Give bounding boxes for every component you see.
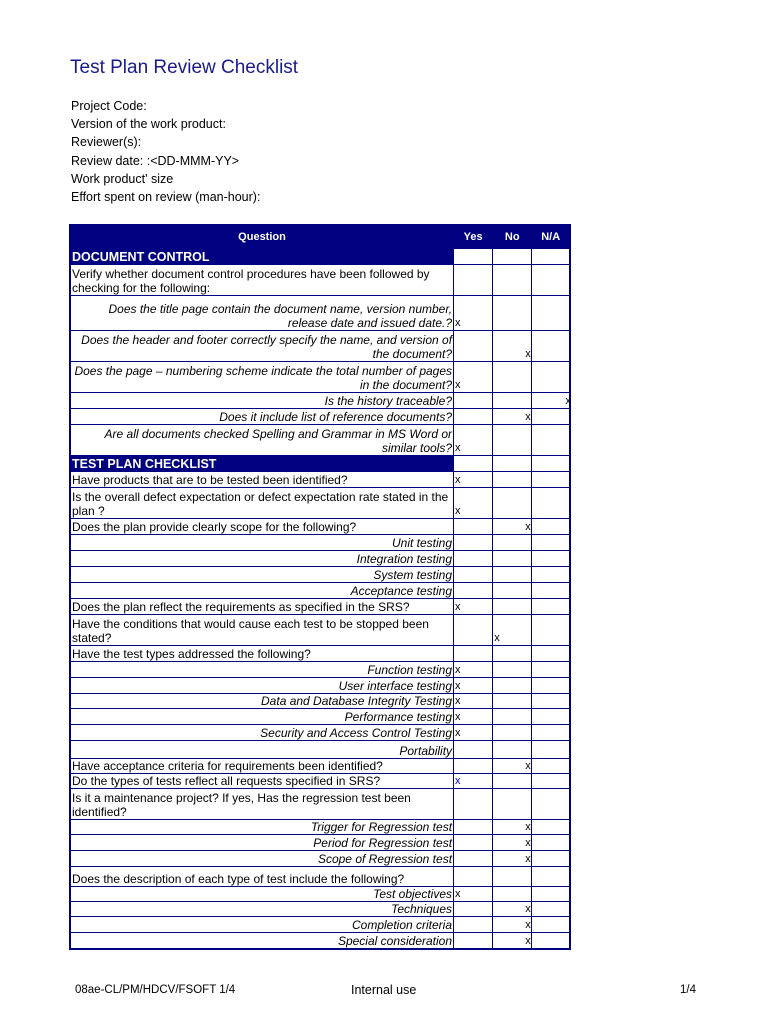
section-row [70, 456, 570, 472]
question-cell: Scope of Regression test [70, 851, 454, 867]
no-cell [493, 694, 532, 709]
table-row [70, 488, 570, 519]
question-cell: Techniques [70, 902, 454, 917]
question-cell: User interface testing [70, 678, 454, 694]
yes-cell: x [454, 662, 493, 678]
no-cell [493, 265, 532, 296]
no-cell: x [493, 331, 532, 362]
na-cell [532, 646, 570, 662]
table-row [70, 265, 570, 296]
table-row [70, 583, 570, 599]
yes-cell [454, 759, 493, 774]
question-cell: Data and Database Integrity Testing [70, 694, 454, 709]
question-cell: Have the test types addressed the following? [70, 646, 454, 662]
yes-cell: x [454, 887, 493, 902]
no-cell [493, 488, 532, 519]
question-cell: Portability [70, 741, 454, 759]
no-header: No [493, 225, 532, 249]
yes-cell [454, 933, 493, 949]
na-cell [532, 615, 570, 646]
table-row [70, 535, 570, 551]
table-row [70, 789, 570, 820]
no-cell [493, 725, 532, 741]
na-cell [532, 851, 570, 867]
table-row [70, 615, 570, 646]
na-cell: x [532, 393, 570, 409]
yes-cell [454, 917, 493, 933]
no-cell [493, 393, 532, 409]
table-row [70, 759, 570, 774]
na-cell [532, 678, 570, 694]
na-cell [532, 362, 570, 393]
na-cell [532, 331, 570, 362]
question-cell: Have products that are to be tested been identified? [70, 472, 454, 488]
table-row [70, 519, 570, 535]
na-cell [532, 835, 570, 851]
yes-cell: x [454, 362, 493, 393]
na-cell [532, 551, 570, 567]
yes-cell [454, 902, 493, 917]
section-title: TEST PLAN CHECKLIST [70, 456, 454, 472]
na-cell [532, 725, 570, 741]
section-title: DOCUMENT CONTROL [70, 249, 454, 265]
question-cell: Unit testing [70, 535, 454, 551]
reviewers-label: Reviewer(s): [71, 135, 142, 150]
no-cell: x [493, 917, 532, 933]
table-row [70, 917, 570, 933]
table-row [70, 567, 570, 583]
no-cell [493, 789, 532, 820]
yes-header: Yes [454, 225, 493, 249]
na-cell [532, 933, 570, 949]
project-code-label: Project Code: [71, 99, 147, 113]
no-cell [493, 887, 532, 902]
na-cell [532, 535, 570, 551]
table-row [70, 835, 570, 851]
no-cell [493, 646, 532, 662]
na-cell [532, 599, 570, 615]
yes-cell: x [454, 472, 493, 488]
na-cell [532, 409, 570, 425]
no-cell [493, 709, 532, 725]
no-cell: x [493, 409, 532, 425]
yes-cell [454, 331, 493, 362]
table-row [70, 887, 570, 902]
yes-cell: x [454, 725, 493, 741]
question-cell: Does the page – numbering scheme indicate the total number of pages in the document? [70, 362, 454, 393]
table-row [70, 694, 570, 709]
yes-cell [454, 615, 493, 646]
yes-cell [454, 567, 493, 583]
no-cell: x [493, 820, 532, 835]
table-row [70, 393, 570, 409]
yes-cell [454, 820, 493, 835]
question-cell: Special consideration [70, 933, 454, 949]
no-cell: x [493, 835, 532, 851]
yes-cell [454, 519, 493, 535]
yes-cell [454, 535, 493, 551]
yes-cell [454, 741, 493, 759]
question-cell: Test objectives [70, 887, 454, 902]
na-cell [532, 488, 570, 519]
yes-cell [454, 646, 493, 662]
table-row [70, 331, 570, 362]
table-row [70, 662, 570, 678]
yes-cell [454, 265, 493, 296]
no-cell: x [493, 759, 532, 774]
work-product-size-label: Work product' size [71, 171, 174, 186]
no-cell [493, 551, 532, 567]
na-cell [532, 472, 570, 488]
yes-cell [454, 409, 493, 425]
na-cell [532, 887, 570, 902]
na-cell [532, 519, 570, 535]
no-cell [493, 296, 532, 331]
question-cell: Trigger for Regression test [70, 820, 454, 835]
na-cell [532, 867, 570, 887]
no-cell [493, 678, 532, 694]
table-row [70, 296, 570, 331]
question-cell: Does the header and footer correctly specify the name, and version of the document? [70, 331, 454, 362]
question-header: Question [70, 225, 454, 249]
na-cell [532, 789, 570, 820]
no-cell: x [493, 933, 532, 949]
review-date-label: Review date: :<DD-MMM-YY> [71, 153, 240, 168]
table-row [70, 820, 570, 835]
table-row [70, 678, 570, 694]
checklist-table [69, 224, 571, 950]
question-cell: Completion criteria [70, 917, 454, 933]
yes-cell: x [454, 425, 493, 456]
effort-label: Effort spent on review (man-hour): [71, 190, 261, 205]
na-cell [532, 265, 570, 296]
no-cell [493, 774, 532, 789]
question-cell: Function testing [70, 662, 454, 678]
question-cell: Verify whether document control procedures have been followed by checking for the following: [70, 265, 454, 296]
na-cell [532, 296, 570, 331]
na-cell [532, 709, 570, 725]
na-cell [532, 820, 570, 835]
yes-cell [454, 583, 493, 599]
na-cell [532, 741, 570, 759]
yes-cell [454, 867, 493, 887]
question-cell: Do the types of tests reflect all requests specified in SRS? [70, 774, 454, 789]
table-row [70, 551, 570, 567]
footer-classification: Internal use [351, 983, 417, 997]
question-cell: Integration testing [70, 551, 454, 567]
question-cell: Does the plan reflect the requirements as specified in the SRS? [70, 599, 454, 615]
yes-cell [454, 789, 493, 820]
na-header: N/A [532, 225, 570, 249]
question-cell: Security and Access Control Testing [70, 725, 454, 741]
na-cell [532, 774, 570, 789]
na-cell [532, 902, 570, 917]
no-cell: x [493, 902, 532, 917]
question-cell: System testing [70, 567, 454, 583]
question-cell: Does the plan provide clearly scope for the following? [70, 519, 454, 535]
yes-cell: x [454, 678, 493, 694]
yes-cell [454, 393, 493, 409]
question-cell: Performance testing [70, 709, 454, 725]
no-cell [493, 662, 532, 678]
table-row [70, 867, 570, 887]
question-cell: Acceptance testing [70, 583, 454, 599]
question-cell: Have acceptance criteria for requirements been identified? [70, 759, 454, 774]
table-row [70, 902, 570, 917]
question-cell: Is the overall defect expectation or defect expectation rate stated in the plan ? [70, 488, 454, 519]
table-row [70, 425, 570, 456]
review-info [71, 97, 260, 206]
na-cell [532, 694, 570, 709]
yes-cell: x [454, 709, 493, 725]
yes-cell: x [454, 488, 493, 519]
question-cell: Are all documents checked Spelling and Grammar in MS Word or similar tools? [70, 425, 454, 456]
question-cell: Is the history traceable? [70, 393, 454, 409]
no-cell [493, 362, 532, 393]
no-cell [493, 599, 532, 615]
table-row [70, 472, 570, 488]
no-cell: x [493, 851, 532, 867]
table-row [70, 851, 570, 867]
na-cell [532, 583, 570, 599]
yes-cell [454, 851, 493, 867]
table-row [70, 774, 570, 789]
table-row [70, 599, 570, 615]
na-cell [532, 425, 570, 456]
yes-cell: x [454, 599, 493, 615]
page-title: Test Plan Review Checklist [70, 57, 299, 78]
table-row [70, 362, 570, 393]
yes-cell [454, 551, 493, 567]
question-cell: Does the description of each type of test include the following? [70, 867, 454, 887]
no-cell [493, 472, 532, 488]
question-cell: Period for Regression test [70, 835, 454, 851]
footer-doc-code: 08ae-CL/PM/HDCV/FSOFT 1/4 [75, 984, 236, 996]
table-row [70, 741, 570, 759]
yes-cell [454, 835, 493, 851]
no-cell [493, 425, 532, 456]
table-row [70, 933, 570, 949]
question-cell: Have the conditions that would cause each test to be stopped been stated? [70, 615, 454, 646]
version-label: Version of the work product: [71, 117, 226, 132]
no-cell [493, 535, 532, 551]
question-cell: Is it a maintenance project? If yes, Has the regression test been identified? [70, 789, 454, 820]
no-cell [493, 867, 532, 887]
yes-cell: x [454, 774, 493, 789]
question-cell: Does the title page contain the document name, version number, release date and issued date.? [70, 296, 454, 331]
section-row [70, 249, 570, 265]
na-cell [532, 662, 570, 678]
no-cell: x [493, 519, 532, 535]
no-cell [493, 567, 532, 583]
na-cell [532, 917, 570, 933]
no-cell [493, 741, 532, 759]
table-header-row [70, 225, 570, 249]
table-row [70, 646, 570, 662]
table-row [70, 709, 570, 725]
no-cell [493, 583, 532, 599]
yes-cell: x [454, 296, 493, 331]
na-cell [532, 759, 570, 774]
table-row [70, 725, 570, 741]
na-cell [532, 567, 570, 583]
footer-page-number: 1/4 [680, 984, 696, 996]
question-cell: Does it include list of reference documents? [70, 409, 454, 425]
table-row [70, 409, 570, 425]
no-cell: x [493, 615, 532, 646]
yes-cell: x [454, 694, 493, 709]
